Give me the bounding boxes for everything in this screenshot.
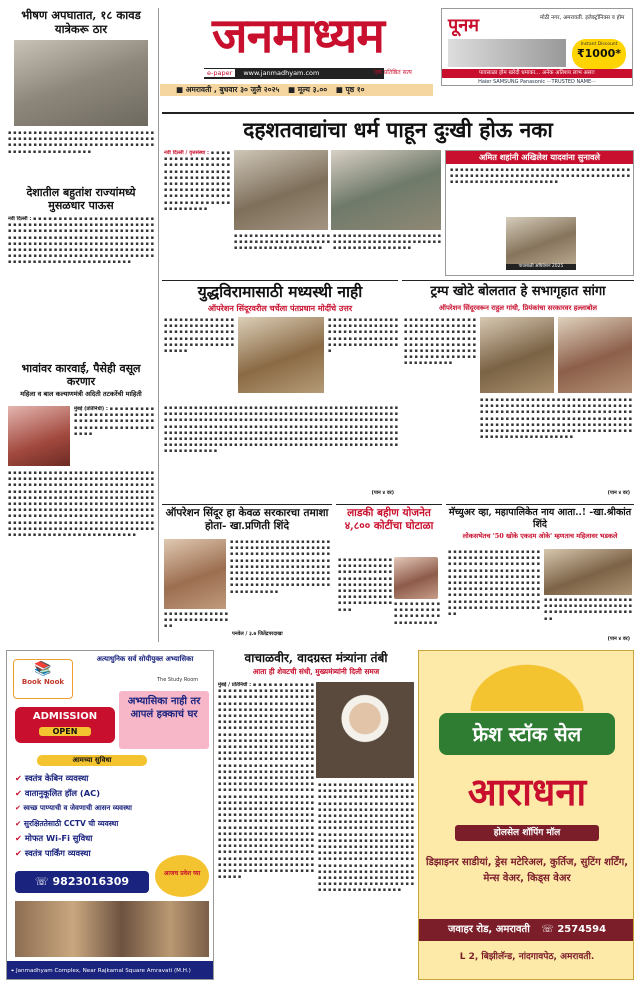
ad-book-phone: 9823016309 bbox=[52, 875, 130, 888]
lead-col-1: नवी दिल्ली / वृत्तसंस्था : ▪ ▪ ▪ ▪ ▪ ▪ ▪ ▪ ▪ ▪ ▪ ▪ ▪ ▪ ▪ ▪ ▪ ▪ ▪ ▪ ▪ ▪ ▪ ▪ ▪ ▪ ▪ ▪ ▪ ▪ ▪ ▪ ▪ ▪ ▪ ▪ ▪ ▪ ▪ ▪ ▪ ▪ ▪ ▪ ▪ ▪ ▪ ▪ ▪ ▪ ▪ ▪ ▪ ▪ ▪ ▪ ▪ ▪ ▪ ▪ ▪ ▪ ▪ ▪ ▪ ▪ ▪ ▪ ▪ ▪ ▪ ▪ ▪ ▪ ▪ ▪ ▪ ▪ ▪ ▪ ▪ ▪ ▪ ▪ ▪ ▪ ▪ ▪ ▪ ▪ ▪ ▪ ▪ ▪ ▪ ▪ ▪ ▪ ▪ ▪ ▪ ▪ ▪ ▪ ▪ ▪ ▪ ▪ ▪ ▪ ▪ ▪ ▪ ▪ ▪ ▪ ▪ bbox=[164, 150, 230, 212]
phone-icon: ☏ bbox=[541, 924, 554, 935]
matcher-photo bbox=[544, 549, 632, 595]
ad-book-facilities-list bbox=[15, 771, 211, 861]
ad-book-facility-item: ✔ सुरक्षिततेसाठी CCTV ची व्यवस्था bbox=[15, 819, 119, 828]
bhavnar-story bbox=[8, 362, 154, 642]
ad-aradhana-address2: L 2, बिझीलॅन्ड, नांदगावपेठ, अमरावती. bbox=[459, 952, 595, 962]
check-icon: ✔ bbox=[15, 804, 24, 812]
ad-book-badge: आजच प्रवेश घ्या bbox=[155, 855, 209, 897]
lead-dateline: नवी दिल्ली / वृत्तसंस्था : bbox=[164, 150, 210, 156]
ear-ad bbox=[441, 8, 633, 86]
ear-ad-products bbox=[448, 39, 566, 67]
ad-book-brand-sub: The Study Room bbox=[157, 677, 199, 683]
bhavnar-headline: भावांवर कारवाई, पैसेही वसूल करणार bbox=[21, 362, 141, 388]
rains-story bbox=[8, 186, 154, 356]
wachal-story bbox=[218, 650, 414, 980]
ear-left bbox=[6, 8, 156, 126]
umbrella-icon bbox=[461, 657, 593, 711]
book-icon: 📚 bbox=[34, 661, 52, 677]
matcher-jump[interactable]: (पान ४ वर) bbox=[607, 636, 630, 642]
ear-ad-name: पूनम bbox=[448, 15, 479, 36]
matcher-headline: मॅच्युअर व्हा, महापालिकेत नाय आता..! -खा.श्रीकांत शिंदे bbox=[448, 507, 632, 530]
lead-photo-2 bbox=[331, 150, 441, 230]
lead-photo-1 bbox=[234, 150, 328, 230]
lead-headline: दहशतवाद्यांचा धर्म पाहून दुःखी होऊ नका bbox=[243, 117, 553, 142]
check-icon: ✔ bbox=[15, 819, 24, 828]
location-pin-icon: ⌖ bbox=[11, 968, 16, 974]
ad-book-phone-box[interactable] bbox=[15, 871, 149, 893]
bhavnar-photo bbox=[8, 406, 70, 466]
ad-book-address: Janmadhyam Complex, Near Rajkamal Square Amravati (M.H.) bbox=[15, 968, 191, 974]
yudh-story bbox=[162, 280, 398, 500]
yudh-col-3: ▪ ▪ ▪ ▪ ▪ ▪ ▪ ▪ ▪ ▪ ▪ ▪ ▪ ▪ ▪ ▪ ▪ ▪ ▪ ▪ ▪ ▪ ▪ ▪ ▪ ▪ ▪ ▪ ▪ ▪ ▪ ▪ ▪ ▪ ▪ ▪ ▪ ▪ ▪ ▪ ▪ ▪ ▪ ▪ ▪ ▪ ▪ ▪ ▪ ▪ ▪ ▪ ▪ ▪ ▪ ▪ ▪ ▪ ▪ ▪ ▪ ▪ ▪ ▪ ▪ ▪ ▪ ▪ ▪ ▪ ▪ ▪ ▪ ▪ ▪ ▪ ▪ ▪ ▪ ▪ ▪ ▪ ▪ ▪ ▪ ▪ ▪ ▪ ▪ ▪ ▪ ▪ ▪ ▪ ▪ ▪ ▪ ▪ ▪ ▪ ▪ ▪ ▪ ▪ ▪ ▪ ▪ ▪ ▪ ▪ ▪ ▪ ▪ ▪ ▪ ▪ ▪ ▪ ▪ ▪ ▪ ▪ ▪ ▪ ▪ ▪ ▪ ▪ ▪ ▪ ▪ ▪ ▪ ▪ ▪ ▪ ▪ ▪ ▪ ▪ ▪ ▪ ▪ ▪ ▪ ▪ ▪ ▪ ▪ ▪ ▪ ▪ ▪ ▪ ▪ ▪ ▪ ▪ ▪ ▪ ▪ ▪ ▪ ▪ ▪ ▪ ▪ ▪ ▪ ▪ ▪ ▪ ▪ ▪ ▪ ▪ ▪ ▪ ▪ ▪ ▪ ▪ ▪ ▪ ▪ ▪ ▪ ▪ ▪ ▪ ▪ ▪ ▪ ▪ ▪ ▪ ▪ ▪ ▪ ▪ ▪ ▪ ▪ ▪ ▪ ▪ ▪ ▪ ▪ ▪ ▪ ▪ ▪ ▪ ▪ ▪ ▪ ▪ ▪ ▪ ▪ ▪ ▪ ▪ ▪ ▪ ▪ ▪ ▪ ▪ ▪ ▪ ▪ ▪ ▪ ▪ ▪ ▪ ▪ ▪ ▪ ▪ ▪ ▪ ▪ ▪ ▪ ▪ ▪ ▪ ▪ ▪ ▪ ▪ ▪ ▪ ▪ ▪ ▪ ▪ ▪ ▪ ▪ ▪ ▪ ▪ ▪ ▪ ▪ ▪ ▪ ▪ ▪ ▪ ▪ ▪ ▪ ▪ ▪ ▪ ▪ ▪ ▪ ▪ ▪ ▪ ▪ ▪ ▪ ▪ ▪ ▪ ▪ ▪ ▪ ▪ ▪ ▪ ▪ ▪ ▪ ▪ ▪ ▪ ▪ ▪ ▪ ▪ ▪ ▪ ▪ ▪ ▪ ▪ ▪ ▪ ▪ ▪ ▪ ▪ ▪ ▪ ▪ ▪ ▪ ▪ ▪ ▪ ▪ ▪ ▪ ▪ ▪ ▪ ▪ ▪ ▪ ▪ ▪ ▪ bbox=[164, 405, 398, 455]
ear-left-headline: भीषण अपघातात, १८ कावड यात्रेकरू ठार bbox=[21, 8, 141, 36]
sindoor-byline: पनवेल / ३.७ जितेंद्रपरदाखा bbox=[232, 631, 283, 637]
wachal-sub: आता ही शेवटची संधी, मुख्यमंत्र्यांनी दिली समज bbox=[252, 667, 380, 676]
trump-jump[interactable]: (पान ४ वर) bbox=[607, 490, 630, 496]
ad-book-facility-item: ✔ स्वतंत्र पार्किंग व्यवस्था bbox=[15, 848, 91, 858]
phone-icon: ☏ bbox=[34, 875, 53, 888]
matcher-story bbox=[446, 504, 634, 644]
ad-book-address-bar bbox=[7, 961, 214, 980]
ear-ad-subtitle: मोठी नगर, अमरावती. इलेक्ट्रॉनिक्स व होम bbox=[540, 15, 625, 21]
left-col-divider bbox=[158, 8, 159, 642]
rains-headline: देशातील बहुतांश राज्यांमध्ये मुसळधार पाऊस bbox=[26, 186, 136, 212]
bhavnar-body-2: ▪ ▪ ▪ ▪ ▪ ▪ ▪ ▪ ▪ ▪ ▪ ▪ ▪ ▪ ▪ ▪ ▪ ▪ ▪ ▪ ▪ ▪ ▪ ▪ ▪ ▪ ▪ ▪ ▪ ▪ ▪ ▪ ▪ ▪ ▪ ▪ ▪ ▪ ▪ ▪ ▪ ▪ ▪ ▪ ▪ ▪ ▪ ▪ ▪ ▪ ▪ ▪ ▪ ▪ ▪ ▪ ▪ ▪ ▪ ▪ ▪ ▪ ▪ ▪ ▪ ▪ ▪ ▪ ▪ ▪ ▪ ▪ ▪ ▪ ▪ ▪ ▪ ▪ ▪ ▪ ▪ ▪ ▪ ▪ ▪ ▪ ▪ ▪ ▪ ▪ ▪ ▪ ▪ ▪ ▪ ▪ ▪ ▪ ▪ ▪ ▪ ▪ ▪ ▪ ▪ ▪ ▪ ▪ ▪ ▪ ▪ ▪ ▪ ▪ ▪ ▪ ▪ ▪ ▪ ▪ ▪ ▪ ▪ ▪ ▪ ▪ ▪ ▪ ▪ ▪ ▪ ▪ ▪ ▪ ▪ ▪ ▪ ▪ ▪ ▪ ▪ ▪ ▪ ▪ ▪ ▪ ▪ ▪ ▪ ▪ ▪ ▪ ▪ ▪ ▪ ▪ ▪ ▪ ▪ ▪ ▪ ▪ ▪ ▪ ▪ ▪ ▪ ▪ ▪ ▪ ▪ ▪ ▪ ▪ ▪ ▪ ▪ ▪ ▪ ▪ ▪ ▪ ▪ ▪ ▪ ▪ ▪ ▪ ▪ ▪ ▪ ▪ ▪ ▪ ▪ ▪ ▪ ▪ ▪ ▪ ▪ ▪ ▪ ▪ ▪ ▪ ▪ ▪ ▪ ▪ ▪ ▪ ▪ ▪ ▪ ▪ ▪ ▪ ▪ ▪ ▪ ▪ ▪ ▪ ▪ ▪ ▪ ▪ ▪ ▪ ▪ ▪ ▪ ▪ ▪ ▪ ▪ ▪ ▪ ▪ ▪ ▪ ▪ ▪ ▪ ▪ ▪ ▪ ▪ ▪ ▪ ▪ ▪ ▪ ▪ ▪ ▪ ▪ ▪ ▪ ▪ ▪ ▪ ▪ ▪ ▪ ▪ ▪ ▪ ▪ ▪ ▪ ▪ ▪ ▪ ▪ ▪ ▪ ▪ ▪ ▪ ▪ ▪ ▪ ▪ ▪ ▪ ▪ ▪ ▪ ▪ ▪ ▪ ▪ ▪ ▪ ▪ ▪ ▪ ▪ ▪ ▪ ▪ ▪ ▪ ▪ ▪ ▪ ▪ ▪ ▪ ▪ ▪ ▪ ▪ ▪ bbox=[8, 470, 154, 539]
trump-col-1: ▪ ▪ ▪ ▪ ▪ ▪ ▪ ▪ ▪ ▪ ▪ ▪ ▪ ▪ ▪ ▪ ▪ ▪ ▪ ▪ ▪ ▪ ▪ ▪ ▪ ▪ ▪ ▪ ▪ ▪ ▪ ▪ ▪ ▪ ▪ ▪ ▪ ▪ ▪ ▪ ▪ ▪ ▪ ▪ ▪ ▪ ▪ ▪ ▪ ▪ ▪ ▪ ▪ ▪ ▪ ▪ ▪ ▪ ▪ ▪ ▪ ▪ ▪ ▪ ▪ ▪ ▪ ▪ ▪ ▪ ▪ ▪ ▪ ▪ ▪ ▪ ▪ ▪ ▪ ▪ ▪ ▪ ▪ ▪ ▪ ▪ ▪ ▪ ▪ ▪ ▪ ▪ ▪ ▪ ▪ ▪ ▪ ▪ ▪ ▪ ▪ ▪ ▪ ▪ ▪ ▪ ▪ ▪ bbox=[404, 317, 476, 367]
ad-aradhana-sub: होलसेल शॉपिंग मॉल bbox=[455, 825, 599, 841]
trump-story bbox=[402, 280, 634, 500]
lead-col-2: ▪ ▪ ▪ ▪ ▪ ▪ ▪ ▪ ▪ ▪ ▪ ▪ ▪ ▪ ▪ ▪ ▪ ▪ ▪ ▪ ▪ ▪ ▪ ▪ ▪ ▪ ▪ ▪ ▪ ▪ ▪ ▪ ▪ ▪ ▪ ▪ ▪ ▪ ▪ ▪ ▪ ▪ ▪ ▪ ▪ ▪ ▪ ▪ ▪ ▪ ▪ ▪ ▪ ▪ ▪ ▪ bbox=[234, 233, 330, 252]
ladki-body-2: ▪ ▪ ▪ ▪ ▪ ▪ ▪ ▪ ▪ ▪ ▪ ▪ ▪ ▪ ▪ ▪ ▪ ▪ ▪ ▪ ▪ ▪ ▪ ▪ ▪ ▪ ▪ ▪ ▪ ▪ ▪ ▪ ▪ ▪ ▪ ▪ bbox=[394, 601, 440, 626]
ladki-headline: लाडकी बहीण योजनेत ४,८०० कोटींचा घोटाळा bbox=[344, 507, 434, 532]
ad-aradhana-name: आराधना bbox=[467, 769, 587, 814]
website-link[interactable]: www.janmadhyam.com bbox=[243, 69, 320, 77]
lead-col-3: ▪ ▪ ▪ ▪ ▪ ▪ ▪ ▪ ▪ ▪ ▪ ▪ ▪ ▪ ▪ ▪ ▪ ▪ ▪ ▪ ▪ ▪ ▪ ▪ ▪ ▪ ▪ ▪ ▪ ▪ ▪ ▪ ▪ ▪ ▪ ▪ ▪ ▪ ▪ ▪ ▪ ▪ ▪ ▪ ▪ ▪ ▪ ▪ ▪ ▪ ▪ ▪ ▪ ▪ ▪ ▪ ▪ ▪ ▪ ▪ bbox=[333, 233, 441, 252]
ad-aradhana[interactable] bbox=[418, 650, 634, 980]
ad-book-tagline: अत्याधुनिक सर्व सोयीयुक्त अभ्यासिका bbox=[96, 655, 194, 663]
sindoor-col-2: ▪ ▪ ▪ ▪ ▪ ▪ ▪ ▪ ▪ ▪ ▪ ▪ ▪ ▪ ▪ ▪ ▪ ▪ ▪ ▪ ▪ ▪ ▪ ▪ ▪ ▪ ▪ ▪ bbox=[164, 611, 228, 630]
ad-aradhana-items: डिझाइनर साडीयां, ड्रेस मटेरिअल, कुर्तिज, सुटिंग शर्टिंग, मेन्स वेअर, किड्स वेअर bbox=[425, 857, 629, 884]
bhavnar-dateline: मुंबई (प्रतिनिधी) : bbox=[74, 406, 108, 412]
wachal-col-2: ▪ ▪ ▪ ▪ ▪ ▪ ▪ ▪ ▪ ▪ ▪ ▪ ▪ ▪ ▪ ▪ ▪ ▪ ▪ ▪ ▪ ▪ ▪ ▪ ▪ ▪ ▪ ▪ ▪ ▪ ▪ ▪ ▪ ▪ ▪ ▪ ▪ ▪ ▪ ▪ ▪ ▪ ▪ ▪ ▪ ▪ ▪ ▪ ▪ ▪ ▪ ▪ ▪ ▪ ▪ ▪ ▪ ▪ ▪ ▪ ▪ ▪ ▪ ▪ ▪ ▪ ▪ ▪ ▪ ▪ ▪ ▪ ▪ ▪ ▪ ▪ ▪ ▪ ▪ ▪ ▪ ▪ ▪ ▪ ▪ ▪ ▪ ▪ ▪ ▪ ▪ ▪ ▪ ▪ ▪ ▪ ▪ ▪ ▪ ▪ ▪ ▪ ▪ ▪ ▪ ▪ ▪ ▪ ▪ ▪ ▪ ▪ ▪ ▪ ▪ ▪ ▪ ▪ ▪ ▪ ▪ ▪ ▪ ▪ ▪ ▪ ▪ ▪ ▪ ▪ ▪ ▪ ▪ ▪ ▪ ▪ ▪ ▪ ▪ ▪ ▪ ▪ ▪ ▪ ▪ ▪ ▪ ▪ ▪ ▪ ▪ ▪ ▪ ▪ ▪ ▪ ▪ ▪ ▪ ▪ ▪ ▪ ▪ ▪ ▪ ▪ ▪ ▪ ▪ ▪ ▪ ▪ ▪ ▪ ▪ ▪ ▪ ▪ ▪ ▪ ▪ ▪ ▪ ▪ ▪ ▪ ▪ ▪ ▪ ▪ ▪ ▪ ▪ ▪ ▪ ▪ ▪ ▪ ▪ ▪ ▪ ▪ ▪ ▪ ▪ ▪ ▪ ▪ ▪ ▪ ▪ ▪ ▪ ▪ ▪ ▪ ▪ ▪ ▪ ▪ ▪ ▪ ▪ ▪ ▪ ▪ ▪ ▪ ▪ ▪ ▪ ▪ ▪ ▪ ▪ ▪ ▪ ▪ ▪ ▪ ▪ ▪ ▪ ▪ ▪ ▪ ▪ ▪ ▪ ▪ ▪ ▪ ▪ ▪ ▪ ▪ ▪ ▪ ▪ ▪ ▪ ▪ ▪ ▪ ▪ ▪ ▪ ▪ ▪ ▪ ▪ ▪ ▪ ▪ ▪ ▪ ▪ ▪ ▪ ▪ ▪ ▪ ▪ ▪ ▪ ▪ ▪ ▪ ▪ ▪ ▪ ▪ ▪ ▪ ▪ ▪ ▪ ▪ ▪ ▪ ▪ ▪ ▪ ▪ ▪ ▪ ▪ ▪ ▪ ▪ ▪ ▪ ▪ ▪ ▪ ▪ ▪ ▪ ▪ ▪ ▪ ▪ ▪ ▪ ▪ ▪ ▪ ▪ ▪ ▪ ▪ ▪ ▪ ▪ ▪ ▪ ▪ ▪ ▪ ▪ bbox=[318, 782, 414, 894]
amit-body: ▪ ▪ ▪ ▪ ▪ ▪ ▪ ▪ ▪ ▪ ▪ ▪ ▪ ▪ ▪ ▪ ▪ ▪ ▪ ▪ ▪ ▪ ▪ ▪ ▪ ▪ ▪ ▪ ▪ ▪ ▪ ▪ ▪ ▪ ▪ ▪ ▪ ▪ ▪ ▪ ▪ ▪ ▪ ▪ ▪ ▪ ▪ ▪ ▪ ▪ ▪ ▪ ▪ ▪ ▪ ▪ ▪ ▪ ▪ ▪ ▪ ▪ ▪ ▪ ▪ ▪ ▪ ▪ ▪ ▪ ▪ ▪ ▪ ▪ ▪ ▪ ▪ ▪ ▪ ▪ ▪ ▪ ▪ ▪ ▪ ▪ ▪ ▪ ▪ ▪ ▪ ▪ ▪ ▪ bbox=[450, 167, 630, 186]
amit-caption: पावसाळी अधिवेशन 2025 bbox=[506, 264, 576, 270]
check-icon: ✔ bbox=[15, 773, 25, 783]
ear-left-body: ▪ ▪ ▪ ▪ ▪ ▪ ▪ ▪ ▪ ▪ ▪ ▪ ▪ ▪ ▪ ▪ ▪ ▪ ▪ ▪ ▪ ▪ ▪ ▪ ▪ ▪ ▪ ▪ ▪ ▪ ▪ ▪ ▪ ▪ ▪ ▪ ▪ ▪ ▪ ▪ ▪ ▪ ▪ ▪ ▪ ▪ ▪ ▪ ▪ ▪ ▪ ▪ ▪ ▪ ▪ ▪ ▪ ▪ ▪ ▪ ▪ ▪ ▪ ▪ ▪ ▪ ▪ ▪ ▪ ▪ ▪ ▪ ▪ ▪ ▪ ▪ ▪ ▪ ▪ ▪ ▪ ▪ ▪ ▪ ▪ ▪ ▪ ▪ ▪ ▪ ▪ ▪ ▪ ▪ ▪ ▪ ▪ ▪ ▪ ▪ ▪ ▪ ▪ ▪ bbox=[8, 130, 154, 155]
ad-aradhana-address-bar bbox=[419, 919, 634, 941]
ad-book-facilities-title: आमच्या सुविधा bbox=[37, 755, 147, 766]
wachal-photo bbox=[316, 682, 414, 778]
ad-aradhana-phone[interactable]: 2574594 bbox=[557, 924, 607, 935]
bhavnar-sub: महिला व बाल कल्याणमंत्री अदिती तटकरेंची माहिती bbox=[20, 390, 142, 398]
sindoor-story bbox=[162, 504, 332, 644]
ad-book-photos bbox=[15, 901, 209, 957]
trump-photo-1 bbox=[480, 317, 554, 393]
trump-sub: ऑपरेशन सिंदूरवरून राहुल गांधी, प्रियंकांचा सरकारवर हल्लाबोल bbox=[438, 304, 598, 312]
matcher-col-1: ▪ ▪ ▪ ▪ ▪ ▪ ▪ ▪ ▪ ▪ ▪ ▪ ▪ ▪ ▪ ▪ ▪ ▪ ▪ ▪ ▪ ▪ ▪ ▪ ▪ ▪ ▪ ▪ ▪ ▪ ▪ ▪ ▪ ▪ ▪ ▪ ▪ ▪ ▪ ▪ ▪ ▪ ▪ ▪ ▪ ▪ ▪ ▪ ▪ ▪ ▪ ▪ ▪ ▪ ▪ ▪ ▪ ▪ ▪ ▪ ▪ ▪ ▪ ▪ ▪ ▪ ▪ ▪ ▪ ▪ ▪ ▪ ▪ ▪ ▪ ▪ ▪ ▪ ▪ ▪ ▪ ▪ ▪ ▪ ▪ ▪ ▪ ▪ ▪ ▪ ▪ ▪ ▪ ▪ ▪ ▪ ▪ ▪ ▪ ▪ ▪ ▪ ▪ ▪ ▪ ▪ ▪ ▪ ▪ ▪ ▪ ▪ ▪ ▪ ▪ ▪ ▪ ▪ ▪ ▪ ▪ ▪ ▪ ▪ ▪ ▪ ▪ ▪ ▪ ▪ ▪ ▪ ▪ ▪ ▪ ▪ ▪ ▪ ▪ ▪ ▪ ▪ ▪ ▪ ▪ ▪ ▪ ▪ ▪ ▪ ▪ ▪ ▪ ▪ ▪ ▪ ▪ ▪ ▪ ▪ ▪ ▪ ▪ ▪ ▪ ▪ ▪ ▪ ▪ ▪ ▪ ▪ ▪ ▪ ▪ ▪ ▪ ▪ ▪ ▪ ▪ ▪ bbox=[448, 549, 540, 618]
ad-book-facility-item: ✔ स्वच्छ पाण्याची व जेवणाची आसन व्यवस्था bbox=[15, 804, 132, 812]
yudh-col-2: ▪ ▪ ▪ ▪ ▪ ▪ ▪ ▪ ▪ ▪ ▪ ▪ ▪ ▪ ▪ ▪ ▪ ▪ ▪ ▪ ▪ ▪ ▪ ▪ ▪ ▪ ▪ ▪ ▪ ▪ ▪ ▪ ▪ ▪ ▪ ▪ ▪ ▪ ▪ ▪ ▪ ▪ ▪ ▪ ▪ ▪ ▪ ▪ ▪ ▪ ▪ ▪ ▪ ▪ ▪ ▪ ▪ ▪ ▪ ▪ ▪ ▪ ▪ ▪ ▪ ▪ ▪ ▪ ▪ ▪ ▪ bbox=[328, 317, 398, 355]
wachal-dateline: मुंबई / प्रतिनिधी : bbox=[218, 682, 252, 688]
matcher-col-2: ▪ ▪ ▪ ▪ ▪ ▪ ▪ ▪ ▪ ▪ ▪ ▪ ▪ ▪ ▪ ▪ ▪ ▪ ▪ ▪ ▪ ▪ ▪ ▪ ▪ ▪ ▪ ▪ ▪ ▪ ▪ ▪ ▪ ▪ ▪ ▪ ▪ ▪ ▪ ▪ ▪ ▪ ▪ ▪ ▪ ▪ ▪ ▪ ▪ ▪ ▪ ▪ ▪ ▪ ▪ ▪ bbox=[544, 597, 632, 622]
ear-ad-brands: Haier SAMSUNG Panasonic ···TRUSTED NAME··· bbox=[478, 79, 596, 85]
ear-left-photo bbox=[14, 40, 148, 126]
yudh-sub: ऑपरेशन सिंदूरवरील चर्चेला पंतप्रधान मोदींचे उत्तर bbox=[207, 303, 353, 313]
tagline: एक प्रतिष्ठित सत्य bbox=[374, 69, 412, 76]
amit-kicker: अमित शहांनी अखिलेश यादवांना सुनावले bbox=[446, 151, 633, 164]
yudh-photo bbox=[238, 317, 324, 393]
page-count: पृष्ठ १० bbox=[345, 85, 365, 94]
wachal-col-1: मुंबई / प्रतिनिधी : ▪ ▪ ▪ ▪ ▪ ▪ ▪ ▪ ▪ ▪ ▪ ▪ ▪ ▪ ▪ ▪ ▪ ▪ ▪ ▪ ▪ ▪ ▪ ▪ ▪ ▪ ▪ ▪ ▪ ▪ ▪ ▪ ▪ ▪ ▪ ▪ ▪ ▪ ▪ ▪ ▪ ▪ ▪ ▪ ▪ ▪ ▪ ▪ ▪ ▪ ▪ ▪ ▪ ▪ ▪ ▪ ▪ ▪ ▪ ▪ ▪ ▪ ▪ ▪ ▪ ▪ ▪ ▪ ▪ ▪ ▪ ▪ ▪ ▪ ▪ ▪ ▪ ▪ ▪ ▪ ▪ ▪ ▪ ▪ ▪ ▪ ▪ ▪ ▪ ▪ ▪ ▪ ▪ ▪ ▪ ▪ ▪ ▪ ▪ ▪ ▪ ▪ ▪ ▪ ▪ ▪ ▪ ▪ ▪ ▪ ▪ ▪ ▪ ▪ ▪ ▪ ▪ ▪ ▪ ▪ ▪ ▪ ▪ ▪ ▪ ▪ ▪ ▪ ▪ ▪ ▪ ▪ ▪ ▪ ▪ ▪ ▪ ▪ ▪ ▪ ▪ ▪ ▪ ▪ ▪ ▪ ▪ ▪ ▪ ▪ ▪ ▪ ▪ ▪ ▪ ▪ ▪ ▪ ▪ ▪ ▪ ▪ ▪ ▪ ▪ ▪ ▪ ▪ ▪ ▪ ▪ ▪ ▪ ▪ ▪ ▪ ▪ ▪ ▪ ▪ ▪ ▪ ▪ ▪ ▪ ▪ ▪ ▪ ▪ ▪ ▪ ▪ ▪ ▪ ▪ ▪ ▪ ▪ ▪ ▪ ▪ ▪ ▪ ▪ ▪ ▪ ▪ ▪ ▪ ▪ ▪ ▪ ▪ ▪ ▪ ▪ ▪ ▪ ▪ ▪ ▪ ▪ ▪ ▪ ▪ ▪ ▪ ▪ ▪ ▪ ▪ ▪ ▪ ▪ ▪ ▪ ▪ ▪ ▪ ▪ ▪ ▪ ▪ ▪ ▪ ▪ ▪ ▪ ▪ ▪ ▪ ▪ ▪ ▪ ▪ ▪ ▪ ▪ ▪ ▪ ▪ ▪ ▪ ▪ ▪ ▪ ▪ ▪ ▪ ▪ ▪ ▪ ▪ ▪ ▪ ▪ ▪ ▪ ▪ ▪ ▪ ▪ ▪ ▪ ▪ ▪ ▪ ▪ ▪ ▪ ▪ ▪ ▪ ▪ ▪ ▪ ▪ ▪ ▪ ▪ ▪ ▪ ▪ ▪ ▪ ▪ ▪ ▪ ▪ ▪ ▪ ▪ ▪ ▪ ▪ ▪ ▪ ▪ ▪ ▪ ▪ ▪ ▪ ▪ ▪ ▪ ▪ ▪ ▪ ▪ ▪ ▪ ▪ ▪ ▪ ▪ ▪ ▪ ▪ ▪ ▪ ▪ ▪ ▪ ▪ ▪ ▪ ▪ ▪ ▪ ▪ ▪ ▪ ▪ ▪ ▪ ▪ ▪ ▪ ▪ ▪ ▪ ▪ ▪ ▪ ▪ ▪ ▪ ▪ ▪ ▪ ▪ ▪ ▪ ▪ ▪ ▪ ▪ ▪ ▪ ▪ ▪ ▪ ▪ ▪ ▪ ▪ ▪ ▪ ▪ ▪ ▪ ▪ ▪ ▪ ▪ ▪ ▪ ▪ ▪ ▪ ▪ ▪ ▪ ▪ ▪ ▪ ▪ ▪ ▪ ▪ ▪ ▪ ▪ ▪ ▪ ▪ ▪ ▪ ▪ ▪ ▪ ▪ ▪ ▪ ▪ ▪ ▪ ▪ ▪ ▪ ▪ ▪ ▪ ▪ ▪ ▪ ▪ ▪ ▪ ▪ ▪ ▪ ▪ ▪ ▪ ▪ ▪ ▪ ▪ ▪ ▪ ▪ ▪ ▪ ▪ ▪ ▪ ▪ ▪ ▪ ▪ ▪ ▪ ▪ ▪ ▪ ▪ ▪ ▪ ▪ ▪ ▪ ▪ ▪ ▪ ▪ ▪ ▪ ▪ ▪ ▪ ▪ ▪ ▪ ▪ ▪ ▪ ▪ ▪ ▪ ▪ ▪ ▪ ▪ ▪ ▪ ▪ ▪ ▪ ▪ ▪ ▪ ▪ ▪ ▪ ▪ ▪ ▪ ▪ ▪ ▪ ▪ ▪ ▪ ▪ ▪ ▪ ▪ ▪ ▪ ▪ ▪ ▪ ▪ ▪ ▪ ▪ ▪ ▪ ▪ ▪ ▪ ▪ ▪ ▪ ▪ ▪ ▪ ▪ ▪ ▪ ▪ ▪ ▪ ▪ ▪ ▪ ▪ ▪ ▪ ▪ ▪ ▪ ▪ ▪ ▪ ▪ ▪ ▪ ▪ ▪ ▪ ▪ ▪ ▪ ▪ ▪ ▪ ▪ ▪ ▪ ▪ ▪ ▪ ▪ ▪ ▪ ▪ ▪ ▪ ▪ ▪ ▪ ▪ ▪ ▪ bbox=[218, 682, 314, 881]
ear-ad-offer: ₹1000* bbox=[576, 47, 622, 60]
date-city: अमरावती bbox=[185, 85, 212, 94]
ad-book-facility-item: ✔ मोफत Wi-Fi सुविधा bbox=[15, 833, 93, 843]
check-icon: ✔ bbox=[15, 788, 25, 798]
ad-book-open: OPEN bbox=[39, 727, 91, 736]
bhavnar-body: मुंबई (प्रतिनिधी) : ▪ ▪ ▪ ▪ ▪ ▪ ▪ ▪ ▪ ▪ ▪ ▪ ▪ ▪ ▪ ▪ ▪ ▪ ▪ ▪ ▪ ▪ ▪ ▪ ▪ ▪ ▪ ▪ ▪ ▪ ▪ ▪ ▪ ▪ ▪ ▪ ▪ ▪ ▪ ▪ ▪ ▪ ▪ ▪ ▪ ▪ ▪ ▪ ▪ ▪ ▪ ▪ ▪ ▪ ▪ ▪ ▪ ▪ ▪ ▪ ▪ bbox=[74, 406, 154, 437]
yudh-col-1: ▪ ▪ ▪ ▪ ▪ ▪ ▪ ▪ ▪ ▪ ▪ ▪ ▪ ▪ ▪ ▪ ▪ ▪ ▪ ▪ ▪ ▪ ▪ ▪ ▪ ▪ ▪ ▪ ▪ ▪ ▪ ▪ ▪ ▪ ▪ ▪ ▪ ▪ ▪ ▪ ▪ ▪ ▪ ▪ ▪ ▪ ▪ ▪ ▪ ▪ ▪ ▪ ▪ ▪ ▪ ▪ ▪ ▪ ▪ ▪ ▪ ▪ ▪ ▪ ▪ ▪ ▪ ▪ ▪ ▪ ▪ ▪ ▪ ▪ ▪ bbox=[164, 317, 234, 355]
ear-ad-offer-label: Instant Discount bbox=[580, 42, 618, 47]
yudh-jump[interactable]: (पान ४ वर) bbox=[371, 490, 394, 496]
date-bar: ■ अमरावती , बुधवार ३० जुलै २०२५ ■ मूल्य ३.०० ■ पृष्ठ १० bbox=[160, 84, 433, 96]
price-text: मूल्य ३.०० bbox=[297, 85, 328, 94]
ad-book-facility-item: ✔ वातानुकूलित हॉल (AC) bbox=[15, 788, 101, 798]
wachal-headline: वाचाळवीर, वादग्रस्त मंत्र्यांना तंबी bbox=[244, 651, 388, 665]
website-bar bbox=[204, 68, 384, 79]
ad-book-admission-badge bbox=[15, 707, 115, 743]
masthead-title: जनमाध्यम bbox=[212, 8, 384, 64]
ad-book-logo bbox=[13, 659, 73, 699]
ad-aradhana-top: फ्रेश स्टॉक सेल bbox=[439, 713, 615, 755]
epaper-label: e-paper bbox=[204, 69, 235, 77]
ladki-story bbox=[336, 504, 442, 644]
sindoor-photo bbox=[164, 539, 226, 609]
amit-box bbox=[445, 150, 634, 276]
trump-col-2: ▪ ▪ ▪ ▪ ▪ ▪ ▪ ▪ ▪ ▪ ▪ ▪ ▪ ▪ ▪ ▪ ▪ ▪ ▪ ▪ ▪ ▪ ▪ ▪ ▪ ▪ ▪ ▪ ▪ ▪ ▪ ▪ ▪ ▪ ▪ ▪ ▪ ▪ ▪ ▪ ▪ ▪ ▪ ▪ ▪ ▪ ▪ ▪ ▪ ▪ ▪ ▪ ▪ ▪ ▪ ▪ ▪ ▪ ▪ ▪ ▪ ▪ ▪ ▪ ▪ ▪ ▪ ▪ ▪ ▪ ▪ ▪ ▪ ▪ ▪ ▪ ▪ ▪ ▪ ▪ ▪ ▪ ▪ ▪ ▪ ▪ ▪ ▪ ▪ ▪ ▪ ▪ ▪ ▪ ▪ ▪ ▪ ▪ ▪ ▪ ▪ ▪ ▪ ▪ ▪ ▪ ▪ ▪ ▪ ▪ ▪ ▪ ▪ ▪ ▪ ▪ ▪ ▪ ▪ ▪ ▪ ▪ ▪ ▪ ▪ ▪ ▪ ▪ ▪ ▪ ▪ ▪ ▪ ▪ ▪ ▪ ▪ ▪ ▪ ▪ ▪ ▪ ▪ ▪ ▪ ▪ ▪ ▪ ▪ ▪ ▪ ▪ ▪ ▪ ▪ ▪ ▪ ▪ ▪ ▪ ▪ ▪ ▪ ▪ ▪ ▪ ▪ ▪ ▪ ▪ ▪ ▪ ▪ ▪ ▪ ▪ ▪ ▪ ▪ ▪ ▪ ▪ ▪ ▪ ▪ ▪ ▪ ▪ ▪ ▪ ▪ ▪ ▪ ▪ ▪ ▪ ▪ ▪ ▪ bbox=[480, 397, 632, 441]
ad-book-slogan: अभ्यासिका नाही तर आपलं हक्काचं घर bbox=[119, 691, 209, 749]
ad-aradhana-address: जवाहर रोड, अमरावती bbox=[447, 924, 530, 935]
ear-ad-strip: पावसाळा होम खरेदी धमाका... अनेक अतिशय लाभ असा! bbox=[442, 69, 632, 78]
check-icon: ✔ bbox=[15, 833, 25, 843]
ad-book-admission: ADMISSION bbox=[32, 711, 98, 722]
trump-headline: ट्रम्प खोटे बोलतात हे सभागृहात सांगा bbox=[430, 284, 606, 299]
check-icon: ✔ bbox=[15, 848, 25, 858]
ad-book-nook[interactable] bbox=[6, 650, 214, 980]
yudh-headline: युद्धविरामासाठी मध्यस्थी नाही bbox=[197, 282, 363, 301]
sindoor-headline: ऑपरेशन सिंदूर हा केवळ सरकारचा तमाशा होता- खा.प्रणिती शिंदे bbox=[165, 507, 329, 532]
ladki-photo bbox=[394, 557, 438, 599]
trump-photo-2 bbox=[558, 317, 632, 393]
matcher-sub: लोकसभेतच '50 खोके एकदम ओके' म्हणताच महिलावर भडकले bbox=[462, 532, 618, 540]
rains-body: नवी दिल्ली : ▪ ▪ ▪ ▪ ▪ ▪ ▪ ▪ ▪ ▪ ▪ ▪ ▪ ▪ ▪ ▪ ▪ ▪ ▪ ▪ ▪ ▪ ▪ ▪ ▪ ▪ ▪ ▪ ▪ ▪ ▪ ▪ ▪ ▪ ▪ ▪ ▪ ▪ ▪ ▪ ▪ ▪ ▪ ▪ ▪ ▪ ▪ ▪ ▪ ▪ ▪ ▪ ▪ ▪ ▪ ▪ ▪ ▪ ▪ ▪ ▪ ▪ ▪ ▪ ▪ ▪ ▪ ▪ ▪ ▪ ▪ ▪ ▪ ▪ ▪ ▪ ▪ ▪ ▪ ▪ ▪ ▪ ▪ ▪ ▪ ▪ ▪ ▪ ▪ ▪ ▪ ▪ ▪ ▪ ▪ ▪ ▪ ▪ ▪ ▪ ▪ ▪ ▪ ▪ ▪ ▪ ▪ ▪ ▪ ▪ ▪ ▪ ▪ ▪ ▪ ▪ ▪ ▪ ▪ ▪ ▪ ▪ ▪ ▪ ▪ ▪ ▪ ▪ ▪ ▪ ▪ ▪ ▪ ▪ ▪ ▪ ▪ ▪ ▪ ▪ ▪ ▪ ▪ ▪ ▪ ▪ ▪ ▪ ▪ ▪ ▪ ▪ ▪ ▪ ▪ ▪ ▪ ▪ ▪ ▪ ▪ ▪ ▪ ▪ ▪ ▪ ▪ ▪ ▪ ▪ ▪ ▪ ▪ ▪ ▪ ▪ ▪ ▪ ▪ ▪ ▪ ▪ ▪ ▪ ▪ ▪ ▪ ▪ ▪ ▪ ▪ ▪ ▪ ▪ ▪ ▪ ▪ ▪ ▪ ▪ ▪ ▪ ▪ ▪ ▪ ▪ ▪ ▪ ▪ ▪ ▪ ▪ ▪ ▪ ▪ ▪ ▪ ▪ ▪ ▪ ▪ ▪ ▪ bbox=[8, 216, 154, 266]
ad-book-facility-item: ✔ स्वतंत्र केबिन व्यवस्था bbox=[15, 773, 89, 783]
ad-book-brand: Book Nook bbox=[21, 678, 65, 686]
ladki-body: ▪ ▪ ▪ ▪ ▪ ▪ ▪ ▪ ▪ ▪ ▪ ▪ ▪ ▪ ▪ ▪ ▪ ▪ ▪ ▪ ▪ ▪ ▪ ▪ ▪ ▪ ▪ ▪ ▪ ▪ ▪ ▪ ▪ ▪ ▪ ▪ ▪ ▪ ▪ ▪ ▪ ▪ ▪ ▪ ▪ ▪ ▪ ▪ ▪ ▪ ▪ ▪ ▪ ▪ ▪ ▪ ▪ ▪ ▪ ▪ ▪ ▪ ▪ ▪ ▪ ▪ ▪ ▪ ▪ ▪ ▪ ▪ ▪ ▪ ▪ ▪ ▪ ▪ ▪ ▪ ▪ ▪ ▪ ▪ ▪ ▪ ▪ ▪ ▪ ▪ ▪ bbox=[338, 557, 392, 613]
amit-photo bbox=[506, 217, 576, 265]
date-text: बुधवार ३० जुलै २०२५ bbox=[219, 85, 280, 94]
rains-dateline: नवी दिल्ली : bbox=[8, 216, 32, 222]
sindoor-col-1: ▪ ▪ ▪ ▪ ▪ ▪ ▪ ▪ ▪ ▪ ▪ ▪ ▪ ▪ ▪ ▪ ▪ ▪ ▪ ▪ ▪ ▪ ▪ ▪ ▪ ▪ ▪ ▪ ▪ ▪ ▪ ▪ ▪ ▪ ▪ ▪ ▪ ▪ ▪ ▪ ▪ ▪ ▪ ▪ ▪ ▪ ▪ ▪ ▪ ▪ ▪ ▪ ▪ ▪ ▪ ▪ ▪ ▪ ▪ ▪ ▪ ▪ ▪ ▪ ▪ ▪ ▪ ▪ ▪ ▪ ▪ ▪ ▪ ▪ ▪ ▪ ▪ ▪ ▪ ▪ ▪ ▪ ▪ ▪ ▪ ▪ ▪ ▪ ▪ ▪ ▪ ▪ ▪ ▪ ▪ ▪ ▪ ▪ ▪ ▪ ▪ ▪ ▪ ▪ ▪ ▪ ▪ ▪ ▪ ▪ ▪ ▪ ▪ ▪ ▪ ▪ ▪ ▪ ▪ ▪ ▪ ▪ ▪ ▪ ▪ ▪ ▪ ▪ ▪ ▪ ▪ ▪ ▪ ▪ ▪ ▪ ▪ ▪ ▪ ▪ ▪ ▪ ▪ ▪ ▪ ▪ ▪ ▪ ▪ ▪ ▪ ▪ ▪ ▪ ▪ ▪ ▪ ▪ ▪ ▪ ▪ ▪ ▪ ▪ ▪ ▪ ▪ ▪ ▪ ▪ bbox=[230, 539, 330, 595]
lead-headline-box bbox=[162, 112, 634, 146]
ear-ad-offer-badge bbox=[572, 39, 626, 69]
